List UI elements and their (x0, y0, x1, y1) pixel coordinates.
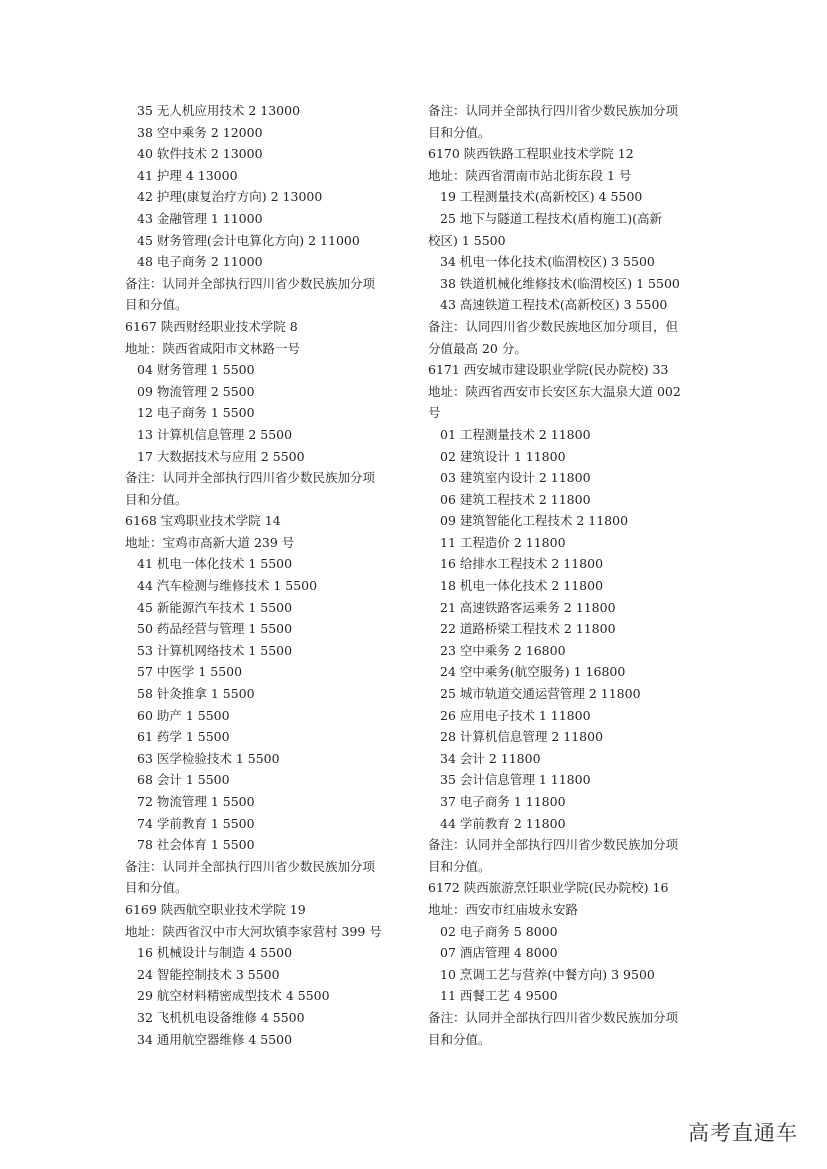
text-line: 35 无人机应用技术 2 13000 (137, 103, 301, 118)
text-line: 12 电子商务 1 5500 (137, 405, 255, 421)
text-line: 6169 陕西航空职业技术学院 19 (125, 901, 306, 917)
text-line: 18 机电一体化技术 2 11800 (440, 578, 604, 594)
text-line: 72 物流管理 1 5500 (137, 794, 255, 809)
text-line: 19 工程测量技术(高新校区) 4 5500 (440, 189, 643, 205)
text-line: 6171 西安城市建设职业学院(民办院校) 33 (428, 362, 669, 378)
text-line: 38 空中乘务 2 12000 (137, 124, 263, 140)
text-line: 03 建筑室内设计 2 11800 (440, 470, 591, 486)
text-line: 地址：陕西省西安市长安区东大温泉大道 002 (428, 383, 681, 399)
text-line: 44 汽车检测与维修技术 1 5500 (137, 578, 318, 594)
text-line: 01 工程测量技术 2 11800 (440, 426, 591, 442)
text-line: 37 电子商务 1 11800 (440, 794, 566, 809)
text-line: 63 医学检验技术 1 5500 (137, 750, 280, 766)
text-line: 目和分值。 (428, 124, 491, 140)
text-line: 43 金融管理 1 11000 (137, 210, 263, 226)
text-line: 备注：认同并全部执行四川省少数民族加分项 (428, 103, 679, 118)
text-line: 06 建筑工程技术 2 11800 (440, 491, 591, 507)
text-line: 地址：陕西省咸阳市文林路一号 (125, 340, 301, 356)
text-line: 44 学前教育 2 11800 (440, 815, 566, 831)
text-line: 09 物流管理 2 5500 (137, 383, 255, 399)
text-line: 74 学前教育 1 5500 (137, 815, 255, 831)
text-line: 6170 陕西铁路工程职业技术学院 12 (428, 146, 634, 162)
text-line: 09 建筑智能化工程技术 2 11800 (440, 513, 629, 529)
text-line: 6167 陕西财经职业技术学院 8 (125, 318, 298, 334)
text-line: 50 药品经营与管理 1 5500 (137, 621, 293, 637)
right-column (428, 100, 718, 1050)
text-line: 地址：宝鸡市高新大道 239 号 (125, 534, 295, 550)
text-line: 22 道路桥梁工程技术 2 11800 (440, 621, 616, 637)
text-line: 41 护理 4 13000 (137, 167, 238, 183)
text-line: 34 会计 2 11800 (440, 750, 541, 766)
text-line: 24 智能控制技术 3 5500 (137, 966, 280, 982)
text-line: 21 高速铁路客运乘务 2 11800 (440, 599, 616, 615)
left-column (125, 100, 415, 1050)
text-line: 备注：认同并全部执行四川省少数民族加分项 (428, 837, 679, 853)
text-line: 35 会计信息管理 1 11800 (440, 772, 591, 788)
text-line: 备注：认同四川省少数民族地区加分项目，但 (428, 318, 679, 334)
text-line: 备注：认同并全部执行四川省少数民族加分项 (125, 858, 376, 874)
text-line: 26 应用电子技术 1 11800 (440, 707, 591, 723)
text-line: 6168 宝鸡职业技术学院 14 (125, 513, 281, 529)
text-line: 目和分值。 (125, 297, 188, 313)
text-line: 17 大数据技术与应用 2 5500 (137, 448, 305, 464)
text-line: 02 电子商务 5 8000 (440, 923, 558, 939)
text-line: 地址：西安市红庙坡永安路 (428, 901, 579, 917)
text-line: 58 针灸推拿 1 5500 (137, 686, 255, 702)
text-line: 68 会计 1 5500 (137, 772, 230, 788)
text-line: 目和分值。 (428, 858, 491, 874)
text-line: 备注：认同并全部执行四川省少数民族加分项 (125, 275, 376, 291)
text-line: 备注：认同并全部执行四川省少数民族加分项 (125, 470, 376, 486)
text-line: 目和分值。 (428, 1031, 491, 1047)
text-line: 07 酒店管理 4 8000 (440, 945, 558, 961)
text-line: 41 机电一体化技术 1 5500 (137, 556, 293, 572)
text-line: 号 (428, 405, 441, 421)
text-line: 备注：认同并全部执行四川省少数民族加分项 (428, 1009, 679, 1025)
text-line: 02 建筑设计 1 11800 (440, 448, 566, 464)
text-line: 29 航空材料精密成型技术 4 5500 (137, 988, 330, 1004)
text-line: 42 护理(康复治疗方向) 2 13000 (137, 189, 323, 205)
text-line: 分值最高 20 分。 (428, 340, 527, 356)
text-line: 校区) 1 5500 (428, 232, 506, 248)
text-line: 11 西餐工艺 4 9500 (440, 988, 558, 1004)
text-line: 目和分值。 (125, 880, 188, 896)
text-line: 23 空中乘务 2 16800 (440, 642, 566, 658)
text-line: 38 铁道机械化维修技术(临渭校区) 1 5500 (440, 275, 680, 291)
text-line: 40 软件技术 2 13000 (137, 146, 263, 162)
text-line: 6172 陕西旅游烹饪职业学院(民办院校) 16 (428, 880, 669, 896)
text-line: 目和分值。 (125, 491, 188, 507)
text-line: 地址：陕西省渭南市站北街东段 1 号 (428, 167, 632, 183)
text-line: 24 空中乘务(航空服务) 1 16800 (440, 664, 626, 680)
watermark-text: 高考直通车 (688, 1121, 798, 1145)
text-line: 45 新能源汽车技术 1 5500 (137, 599, 293, 615)
text-line: 28 计算机信息管理 2 11800 (440, 729, 604, 745)
text-line: 48 电子商务 2 11000 (137, 254, 263, 270)
text-line: 61 药学 1 5500 (137, 729, 230, 745)
text-line: 地址：陕西省汉中市大河坎镇李家营村 399 号 (125, 923, 382, 939)
text-line: 25 地下与隧道工程技术(盾构施工)(高新 (440, 210, 663, 226)
text-line: 16 机械设计与制造 4 5500 (137, 945, 293, 961)
text-line: 57 中医学 1 5500 (137, 664, 243, 680)
text-line: 04 财务管理 1 5500 (137, 362, 255, 378)
text-line: 45 财务管理(会计电算化方向) 2 11000 (137, 232, 360, 248)
text-line: 78 社会体育 1 5500 (137, 837, 255, 853)
text-line: 43 高速铁道工程技术(高新校区) 3 5500 (440, 297, 668, 313)
text-line: 25 城市轨道交通运营管理 2 11800 (440, 686, 641, 702)
text-line: 34 通用航空器维修 4 5500 (137, 1031, 293, 1047)
text-line: 53 计算机网络技术 1 5500 (137, 642, 293, 658)
text-line: 32 飞机机电设备维修 4 5500 (137, 1009, 305, 1025)
text-line: 10 烹调工艺与营养(中餐方向) 3 9500 (440, 966, 655, 982)
text-line: 34 机电一体化技术(临渭校区) 3 5500 (440, 254, 655, 270)
text-line: 13 计算机信息管理 2 5500 (137, 426, 293, 442)
text-line: 16 给排水工程技术 2 11800 (440, 556, 604, 572)
text-line: 11 工程造价 2 11800 (440, 534, 566, 550)
text-line: 60 助产 1 5500 (137, 707, 230, 723)
